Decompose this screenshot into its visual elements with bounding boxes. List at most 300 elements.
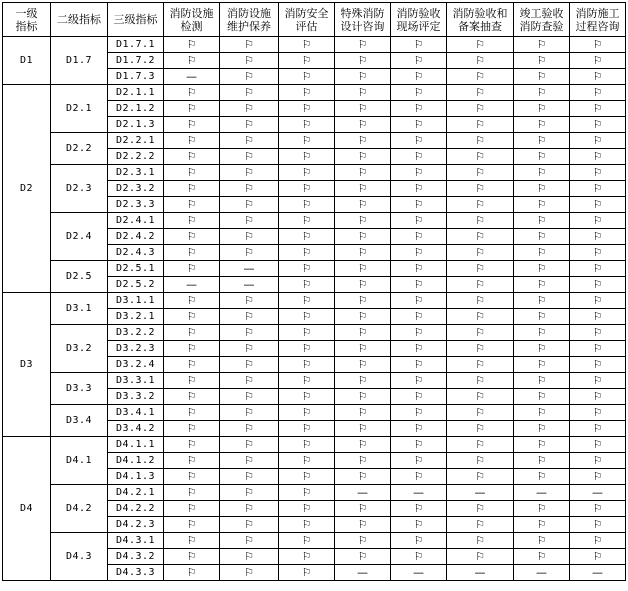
applicable-mark: ⚐ bbox=[279, 533, 335, 549]
level1-cell: D2 bbox=[3, 85, 51, 293]
applicable-mark: ⚐ bbox=[391, 245, 447, 261]
applicable-mark: ⚐ bbox=[164, 85, 220, 101]
indicator-table-container bbox=[2, 2, 626, 581]
applicable-mark: ⚐ bbox=[570, 101, 626, 117]
level3-cell: D2.4.2 bbox=[108, 229, 164, 245]
applicable-mark: ⚐ bbox=[447, 213, 514, 229]
table-row bbox=[3, 261, 626, 277]
applicable-mark: ⚐ bbox=[391, 101, 447, 117]
applicable-mark: ⚐ bbox=[335, 437, 391, 453]
table-row bbox=[3, 293, 626, 309]
level3-cell: D2.5.2 bbox=[108, 277, 164, 293]
applicable-mark: ⚐ bbox=[279, 229, 335, 245]
level3-cell: D3.4.2 bbox=[108, 421, 164, 437]
applicable-mark: ⚐ bbox=[335, 293, 391, 309]
applicable-mark: ⚐ bbox=[164, 101, 220, 117]
applicable-mark: ⚐ bbox=[220, 517, 279, 533]
applicable-mark: ⚐ bbox=[570, 533, 626, 549]
not-applicable-dash: — bbox=[164, 277, 220, 293]
applicable-mark: ⚐ bbox=[447, 501, 514, 517]
indicator-table-body bbox=[3, 37, 626, 581]
applicable-mark: ⚐ bbox=[279, 53, 335, 69]
level2-cell: D4.3 bbox=[51, 533, 108, 581]
applicable-mark: ⚐ bbox=[220, 437, 279, 453]
level3-cell: D2.4.1 bbox=[108, 213, 164, 229]
level3-cell: D2.2.2 bbox=[108, 149, 164, 165]
applicable-mark: ⚐ bbox=[335, 549, 391, 565]
applicable-mark: ⚐ bbox=[279, 101, 335, 117]
level3-cell: D3.3.2 bbox=[108, 389, 164, 405]
header-service: 消防验收 现场评定 bbox=[391, 3, 447, 37]
level3-cell: D2.5.1 bbox=[108, 261, 164, 277]
applicable-mark: ⚐ bbox=[570, 405, 626, 421]
applicable-mark: ⚐ bbox=[570, 37, 626, 53]
applicable-mark: ⚐ bbox=[447, 261, 514, 277]
applicable-mark: ⚐ bbox=[220, 101, 279, 117]
applicable-mark: ⚐ bbox=[279, 133, 335, 149]
applicable-mark: ⚐ bbox=[335, 37, 391, 53]
applicable-mark: ⚐ bbox=[220, 133, 279, 149]
applicable-mark: ⚐ bbox=[514, 197, 570, 213]
applicable-mark: ⚐ bbox=[164, 197, 220, 213]
level2-cell: D1.7 bbox=[51, 37, 108, 85]
table-row bbox=[3, 37, 626, 53]
applicable-mark: ⚐ bbox=[279, 309, 335, 325]
header-service: 消防设施 维护保养 bbox=[220, 3, 279, 37]
applicable-mark: ⚐ bbox=[447, 389, 514, 405]
applicable-mark: ⚐ bbox=[164, 421, 220, 437]
applicable-mark: ⚐ bbox=[514, 213, 570, 229]
applicable-mark: ⚐ bbox=[279, 485, 335, 501]
applicable-mark: ⚐ bbox=[220, 85, 279, 101]
applicable-mark: ⚐ bbox=[570, 517, 626, 533]
applicable-mark: ⚐ bbox=[220, 37, 279, 53]
applicable-mark: ⚐ bbox=[279, 261, 335, 277]
not-applicable-dash: — bbox=[220, 261, 279, 277]
applicable-mark: ⚐ bbox=[570, 325, 626, 341]
applicable-mark: ⚐ bbox=[279, 197, 335, 213]
applicable-mark: ⚐ bbox=[279, 341, 335, 357]
applicable-mark: ⚐ bbox=[279, 213, 335, 229]
applicable-mark: ⚐ bbox=[279, 549, 335, 565]
applicable-mark: ⚐ bbox=[391, 85, 447, 101]
applicable-mark: ⚐ bbox=[570, 133, 626, 149]
applicable-mark: ⚐ bbox=[570, 341, 626, 357]
applicable-mark: ⚐ bbox=[335, 309, 391, 325]
level2-cell: D3.2 bbox=[51, 325, 108, 373]
applicable-mark: ⚐ bbox=[514, 101, 570, 117]
applicable-mark: ⚐ bbox=[391, 421, 447, 437]
applicable-mark: ⚐ bbox=[391, 117, 447, 133]
applicable-mark: ⚐ bbox=[570, 181, 626, 197]
applicable-mark: ⚐ bbox=[279, 149, 335, 165]
applicable-mark: ⚐ bbox=[514, 501, 570, 517]
applicable-mark: ⚐ bbox=[391, 309, 447, 325]
applicable-mark: ⚐ bbox=[447, 293, 514, 309]
applicable-mark: ⚐ bbox=[164, 405, 220, 421]
applicable-mark: ⚐ bbox=[164, 501, 220, 517]
level3-cell: D2.3.1 bbox=[108, 165, 164, 181]
applicable-mark: ⚐ bbox=[570, 165, 626, 181]
applicable-mark: ⚐ bbox=[447, 437, 514, 453]
applicable-mark: ⚐ bbox=[514, 389, 570, 405]
level3-cell: D2.4.3 bbox=[108, 245, 164, 261]
applicable-mark: ⚐ bbox=[447, 37, 514, 53]
applicable-mark: ⚐ bbox=[220, 421, 279, 437]
applicable-mark: ⚐ bbox=[220, 165, 279, 181]
applicable-mark: ⚐ bbox=[570, 149, 626, 165]
applicable-mark: ⚐ bbox=[220, 533, 279, 549]
applicable-mark: ⚐ bbox=[514, 117, 570, 133]
applicable-mark: ⚐ bbox=[447, 325, 514, 341]
not-applicable-dash: — bbox=[391, 485, 447, 501]
applicable-mark: ⚐ bbox=[391, 293, 447, 309]
indicator-table bbox=[2, 2, 626, 581]
not-applicable-dash: — bbox=[391, 565, 447, 581]
applicable-mark: ⚐ bbox=[447, 533, 514, 549]
level2-cell: D3.3 bbox=[51, 373, 108, 405]
header-service: 竣工验收 消防查验 bbox=[514, 3, 570, 37]
applicable-mark: ⚐ bbox=[447, 405, 514, 421]
applicable-mark: ⚐ bbox=[391, 69, 447, 85]
level3-cell: D2.2.1 bbox=[108, 133, 164, 149]
applicable-mark: ⚐ bbox=[514, 341, 570, 357]
applicable-mark: ⚐ bbox=[279, 181, 335, 197]
level3-cell: D2.1.1 bbox=[108, 85, 164, 101]
applicable-mark: ⚐ bbox=[447, 373, 514, 389]
applicable-mark: ⚐ bbox=[279, 373, 335, 389]
applicable-mark: ⚐ bbox=[391, 277, 447, 293]
applicable-mark: ⚐ bbox=[391, 389, 447, 405]
applicable-mark: ⚐ bbox=[164, 165, 220, 181]
level3-cell: D4.3.1 bbox=[108, 533, 164, 549]
header-service: 消防设施 检测 bbox=[164, 3, 220, 37]
applicable-mark: ⚐ bbox=[279, 165, 335, 181]
applicable-mark: ⚐ bbox=[447, 165, 514, 181]
applicable-mark: ⚐ bbox=[220, 453, 279, 469]
applicable-mark: ⚐ bbox=[220, 213, 279, 229]
applicable-mark: ⚐ bbox=[514, 469, 570, 485]
level3-cell: D4.3.2 bbox=[108, 549, 164, 565]
applicable-mark: ⚐ bbox=[335, 373, 391, 389]
applicable-mark: ⚐ bbox=[220, 341, 279, 357]
applicable-mark: ⚐ bbox=[279, 389, 335, 405]
applicable-mark: ⚐ bbox=[335, 421, 391, 437]
applicable-mark: ⚐ bbox=[447, 69, 514, 85]
applicable-mark: ⚐ bbox=[391, 197, 447, 213]
applicable-mark: ⚐ bbox=[279, 325, 335, 341]
level3-cell: D3.2.4 bbox=[108, 357, 164, 373]
applicable-mark: ⚐ bbox=[279, 117, 335, 133]
applicable-mark: ⚐ bbox=[514, 133, 570, 149]
applicable-mark: ⚐ bbox=[220, 549, 279, 565]
applicable-mark: ⚐ bbox=[514, 533, 570, 549]
applicable-mark: ⚐ bbox=[514, 517, 570, 533]
applicable-mark: ⚐ bbox=[335, 469, 391, 485]
not-applicable-dash: — bbox=[335, 485, 391, 501]
applicable-mark: ⚐ bbox=[514, 149, 570, 165]
level3-cell: D4.2.2 bbox=[108, 501, 164, 517]
applicable-mark: ⚐ bbox=[514, 229, 570, 245]
header-level2: 二级指标 bbox=[51, 3, 108, 37]
applicable-mark: ⚐ bbox=[570, 229, 626, 245]
not-applicable-dash: — bbox=[514, 565, 570, 581]
applicable-mark: ⚐ bbox=[164, 229, 220, 245]
level3-cell: D1.7.2 bbox=[108, 53, 164, 69]
applicable-mark: ⚐ bbox=[570, 213, 626, 229]
applicable-mark: ⚐ bbox=[570, 245, 626, 261]
header-service: 消防施工 过程咨询 bbox=[570, 3, 626, 37]
header-service: 消防安全 评估 bbox=[279, 3, 335, 37]
applicable-mark: ⚐ bbox=[391, 517, 447, 533]
applicable-mark: ⚐ bbox=[391, 357, 447, 373]
table-row bbox=[3, 533, 626, 549]
applicable-mark: ⚐ bbox=[335, 85, 391, 101]
applicable-mark: ⚐ bbox=[164, 357, 220, 373]
level3-cell: D2.3.2 bbox=[108, 181, 164, 197]
applicable-mark: ⚐ bbox=[335, 405, 391, 421]
applicable-mark: ⚐ bbox=[514, 69, 570, 85]
table-row bbox=[3, 133, 626, 149]
level3-cell: D4.1.3 bbox=[108, 469, 164, 485]
applicable-mark: ⚐ bbox=[570, 549, 626, 565]
applicable-mark: ⚐ bbox=[514, 453, 570, 469]
applicable-mark: ⚐ bbox=[391, 533, 447, 549]
applicable-mark: ⚐ bbox=[570, 309, 626, 325]
header-row bbox=[3, 3, 626, 37]
level1-cell: D4 bbox=[3, 437, 51, 581]
applicable-mark: ⚐ bbox=[447, 101, 514, 117]
level2-cell: D3.1 bbox=[51, 293, 108, 325]
applicable-mark: ⚐ bbox=[335, 229, 391, 245]
applicable-mark: ⚐ bbox=[447, 453, 514, 469]
applicable-mark: ⚐ bbox=[447, 117, 514, 133]
applicable-mark: ⚐ bbox=[391, 149, 447, 165]
applicable-mark: ⚐ bbox=[447, 229, 514, 245]
applicable-mark: ⚐ bbox=[447, 421, 514, 437]
applicable-mark: ⚐ bbox=[391, 549, 447, 565]
applicable-mark: ⚐ bbox=[164, 341, 220, 357]
applicable-mark: ⚐ bbox=[514, 373, 570, 389]
applicable-mark: ⚐ bbox=[570, 117, 626, 133]
applicable-mark: ⚐ bbox=[220, 149, 279, 165]
applicable-mark: ⚐ bbox=[279, 37, 335, 53]
applicable-mark: ⚐ bbox=[514, 85, 570, 101]
applicable-mark: ⚐ bbox=[447, 309, 514, 325]
level3-cell: D2.3.3 bbox=[108, 197, 164, 213]
applicable-mark: ⚐ bbox=[391, 469, 447, 485]
applicable-mark: ⚐ bbox=[335, 533, 391, 549]
table-row bbox=[3, 325, 626, 341]
applicable-mark: ⚐ bbox=[335, 149, 391, 165]
applicable-mark: ⚐ bbox=[220, 501, 279, 517]
applicable-mark: ⚐ bbox=[447, 517, 514, 533]
applicable-mark: ⚐ bbox=[220, 373, 279, 389]
applicable-mark: ⚐ bbox=[335, 117, 391, 133]
applicable-mark: ⚐ bbox=[279, 405, 335, 421]
applicable-mark: ⚐ bbox=[335, 261, 391, 277]
applicable-mark: ⚐ bbox=[220, 53, 279, 69]
applicable-mark: ⚐ bbox=[220, 405, 279, 421]
applicable-mark: ⚐ bbox=[164, 325, 220, 341]
applicable-mark: ⚐ bbox=[391, 229, 447, 245]
applicable-mark: ⚐ bbox=[335, 165, 391, 181]
applicable-mark: ⚐ bbox=[164, 37, 220, 53]
applicable-mark: ⚐ bbox=[514, 37, 570, 53]
applicable-mark: ⚐ bbox=[570, 389, 626, 405]
applicable-mark: ⚐ bbox=[335, 69, 391, 85]
applicable-mark: ⚐ bbox=[570, 357, 626, 373]
applicable-mark: ⚐ bbox=[279, 245, 335, 261]
applicable-mark: ⚐ bbox=[164, 149, 220, 165]
not-applicable-dash: — bbox=[447, 485, 514, 501]
level2-cell: D2.5 bbox=[51, 261, 108, 293]
applicable-mark: ⚐ bbox=[570, 53, 626, 69]
applicable-mark: ⚐ bbox=[391, 37, 447, 53]
applicable-mark: ⚐ bbox=[164, 309, 220, 325]
applicable-mark: ⚐ bbox=[514, 405, 570, 421]
applicable-mark: ⚐ bbox=[447, 181, 514, 197]
table-row bbox=[3, 405, 626, 421]
level3-cell: D4.3.3 bbox=[108, 565, 164, 581]
applicable-mark: ⚐ bbox=[570, 277, 626, 293]
applicable-mark: ⚐ bbox=[391, 325, 447, 341]
applicable-mark: ⚐ bbox=[514, 261, 570, 277]
applicable-mark: ⚐ bbox=[335, 181, 391, 197]
applicable-mark: ⚐ bbox=[447, 341, 514, 357]
applicable-mark: ⚐ bbox=[164, 469, 220, 485]
applicable-mark: ⚐ bbox=[570, 421, 626, 437]
level3-cell: D3.4.1 bbox=[108, 405, 164, 421]
applicable-mark: ⚐ bbox=[279, 293, 335, 309]
applicable-mark: ⚐ bbox=[220, 309, 279, 325]
applicable-mark: ⚐ bbox=[447, 133, 514, 149]
applicable-mark: ⚐ bbox=[220, 229, 279, 245]
level2-cell: D2.1 bbox=[51, 85, 108, 133]
applicable-mark: ⚐ bbox=[164, 293, 220, 309]
level3-cell: D3.2.1 bbox=[108, 309, 164, 325]
applicable-mark: ⚐ bbox=[570, 437, 626, 453]
applicable-mark: ⚐ bbox=[220, 117, 279, 133]
applicable-mark: ⚐ bbox=[391, 261, 447, 277]
applicable-mark: ⚐ bbox=[447, 85, 514, 101]
level3-cell: D4.2.1 bbox=[108, 485, 164, 501]
table-row bbox=[3, 437, 626, 453]
applicable-mark: ⚐ bbox=[220, 197, 279, 213]
applicable-mark: ⚐ bbox=[570, 469, 626, 485]
applicable-mark: ⚐ bbox=[570, 197, 626, 213]
applicable-mark: ⚐ bbox=[220, 69, 279, 85]
applicable-mark: ⚐ bbox=[335, 501, 391, 517]
not-applicable-dash: — bbox=[570, 485, 626, 501]
applicable-mark: ⚐ bbox=[570, 373, 626, 389]
applicable-mark: ⚐ bbox=[391, 501, 447, 517]
applicable-mark: ⚐ bbox=[335, 245, 391, 261]
applicable-mark: ⚐ bbox=[279, 453, 335, 469]
header-service: 特殊消防 设计咨询 bbox=[335, 3, 391, 37]
applicable-mark: ⚐ bbox=[514, 181, 570, 197]
applicable-mark: ⚐ bbox=[279, 517, 335, 533]
applicable-mark: ⚐ bbox=[447, 197, 514, 213]
applicable-mark: ⚐ bbox=[514, 325, 570, 341]
table-row bbox=[3, 373, 626, 389]
applicable-mark: ⚐ bbox=[514, 277, 570, 293]
level3-cell: D4.1.1 bbox=[108, 437, 164, 453]
applicable-mark: ⚐ bbox=[164, 53, 220, 69]
applicable-mark: ⚐ bbox=[514, 421, 570, 437]
not-applicable-dash: — bbox=[335, 565, 391, 581]
applicable-mark: ⚐ bbox=[164, 549, 220, 565]
applicable-mark: ⚐ bbox=[164, 117, 220, 133]
applicable-mark: ⚐ bbox=[447, 357, 514, 373]
applicable-mark: ⚐ bbox=[164, 181, 220, 197]
applicable-mark: ⚐ bbox=[514, 293, 570, 309]
applicable-mark: ⚐ bbox=[220, 245, 279, 261]
level3-cell: D3.2.2 bbox=[108, 325, 164, 341]
table-row bbox=[3, 213, 626, 229]
applicable-mark: ⚐ bbox=[447, 53, 514, 69]
table-row bbox=[3, 85, 626, 101]
applicable-mark: ⚐ bbox=[164, 517, 220, 533]
applicable-mark: ⚐ bbox=[391, 341, 447, 357]
applicable-mark: ⚐ bbox=[220, 469, 279, 485]
applicable-mark: ⚐ bbox=[279, 437, 335, 453]
applicable-mark: ⚐ bbox=[335, 213, 391, 229]
applicable-mark: ⚐ bbox=[514, 245, 570, 261]
level2-cell: D3.4 bbox=[51, 405, 108, 437]
applicable-mark: ⚐ bbox=[514, 549, 570, 565]
applicable-mark: ⚐ bbox=[447, 277, 514, 293]
applicable-mark: ⚐ bbox=[391, 181, 447, 197]
level3-cell: D1.7.3 bbox=[108, 69, 164, 85]
level3-cell: D2.1.3 bbox=[108, 117, 164, 133]
level3-cell: D4.2.3 bbox=[108, 517, 164, 533]
not-applicable-dash: — bbox=[164, 69, 220, 85]
applicable-mark: ⚐ bbox=[220, 325, 279, 341]
level3-cell: D1.7.1 bbox=[108, 37, 164, 53]
level3-cell: D3.2.3 bbox=[108, 341, 164, 357]
applicable-mark: ⚐ bbox=[447, 149, 514, 165]
not-applicable-dash: — bbox=[514, 485, 570, 501]
applicable-mark: ⚐ bbox=[391, 405, 447, 421]
applicable-mark: ⚐ bbox=[164, 373, 220, 389]
applicable-mark: ⚐ bbox=[391, 133, 447, 149]
not-applicable-dash: — bbox=[570, 565, 626, 581]
applicable-mark: ⚐ bbox=[335, 453, 391, 469]
applicable-mark: ⚐ bbox=[220, 357, 279, 373]
applicable-mark: ⚐ bbox=[220, 389, 279, 405]
level2-cell: D2.3 bbox=[51, 165, 108, 213]
applicable-mark: ⚐ bbox=[570, 69, 626, 85]
applicable-mark: ⚐ bbox=[447, 469, 514, 485]
header-level1: 一级 指标 bbox=[3, 3, 51, 37]
applicable-mark: ⚐ bbox=[164, 213, 220, 229]
level2-cell: D2.2 bbox=[51, 133, 108, 165]
applicable-mark: ⚐ bbox=[279, 277, 335, 293]
level2-cell: D4.1 bbox=[51, 437, 108, 485]
applicable-mark: ⚐ bbox=[164, 453, 220, 469]
applicable-mark: ⚐ bbox=[514, 165, 570, 181]
applicable-mark: ⚐ bbox=[220, 485, 279, 501]
not-applicable-dash: — bbox=[220, 277, 279, 293]
applicable-mark: ⚐ bbox=[220, 293, 279, 309]
applicable-mark: ⚐ bbox=[279, 85, 335, 101]
applicable-mark: ⚐ bbox=[279, 421, 335, 437]
table-row bbox=[3, 165, 626, 181]
level1-cell: D3 bbox=[3, 293, 51, 437]
applicable-mark: ⚐ bbox=[335, 341, 391, 357]
applicable-mark: ⚐ bbox=[570, 453, 626, 469]
